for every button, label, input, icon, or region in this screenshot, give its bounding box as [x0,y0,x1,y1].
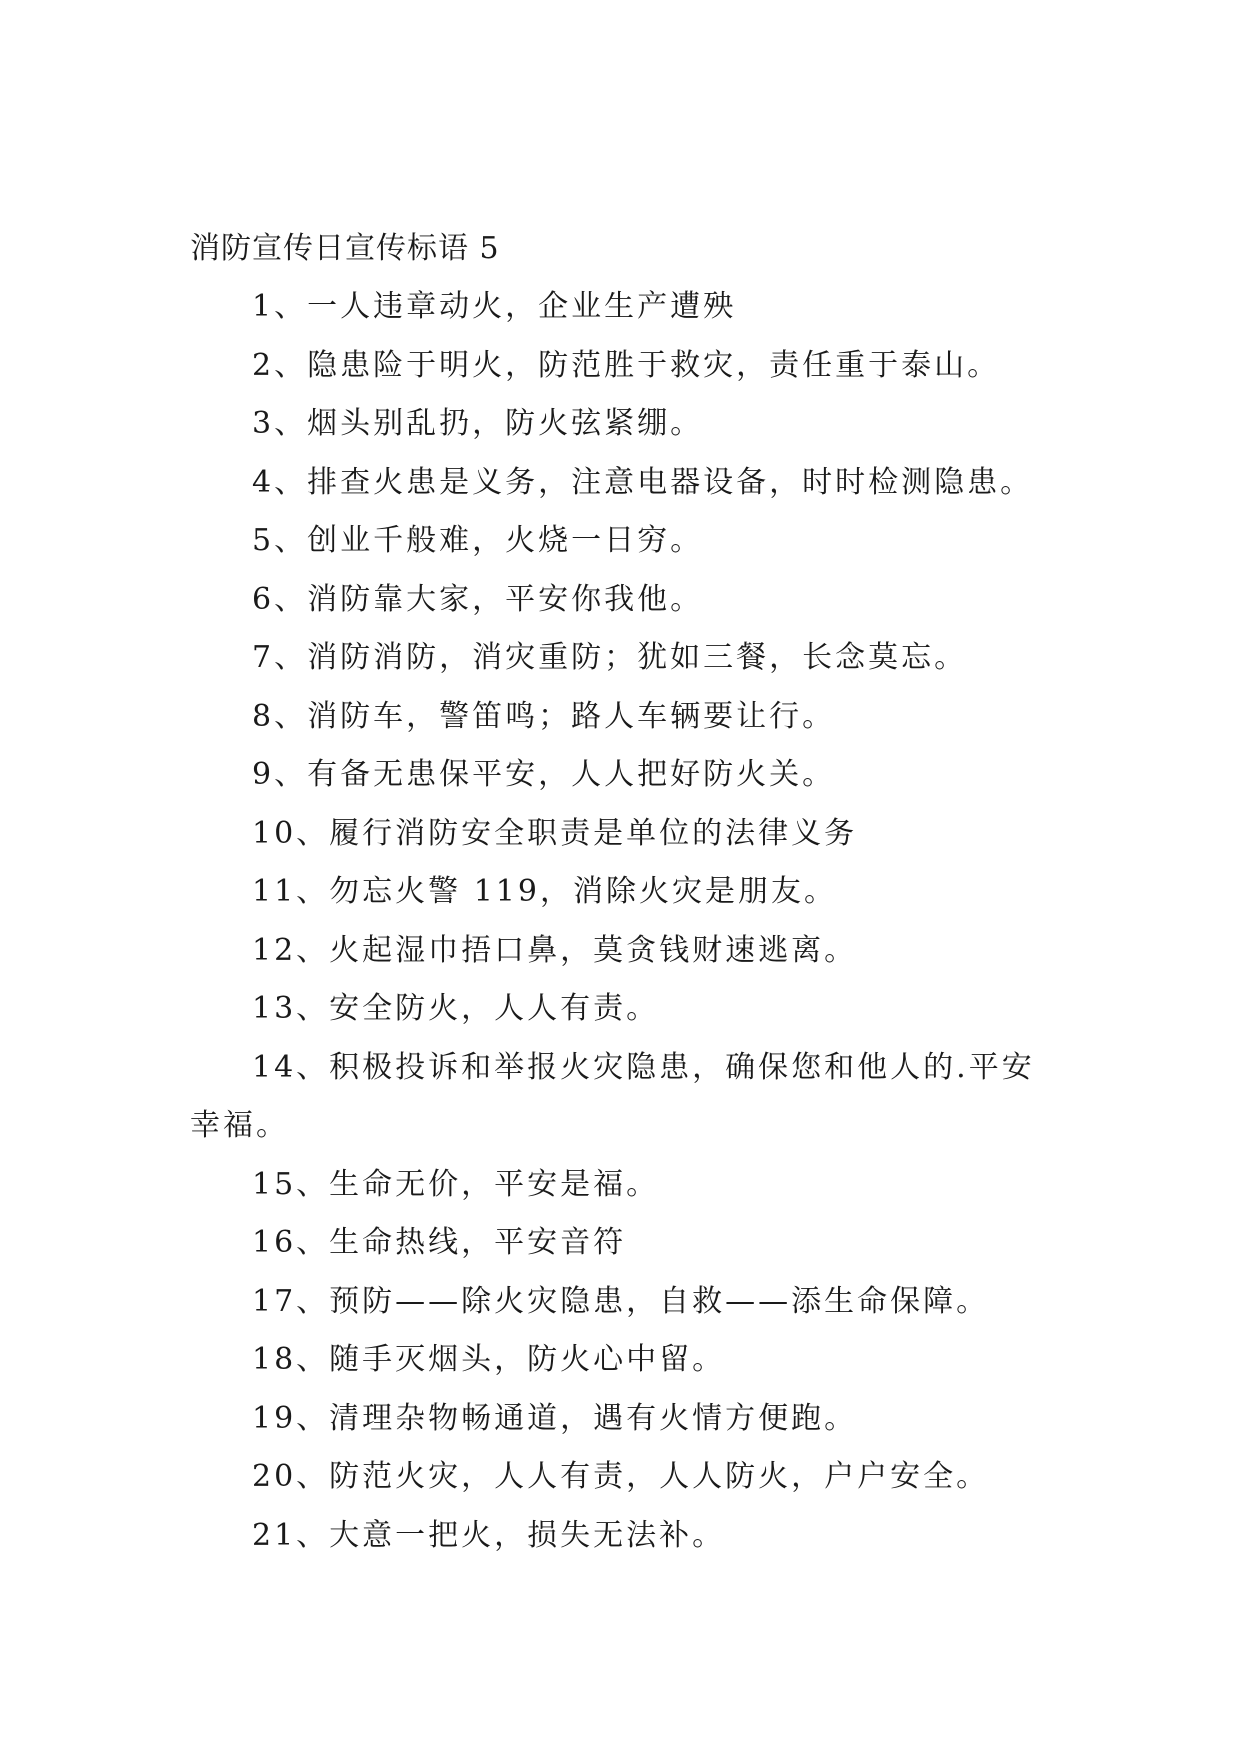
document-title: 消防宣传日宣传标语 5 [190,231,500,266]
slogan-item: 21、大意一把火，损失无法补。 [252,1517,726,1553]
slogan-item: 12、火起湿巾捂口鼻，莫贪钱财速逃离。 [252,932,858,968]
slogan-item: 4、排查火患是义务，注意电器设备，时时检测隐患。 [252,464,1034,500]
slogan-item: 5、创业千般难，火烧一日穷。 [252,523,704,558]
slogan-item: 10、履行消防安全职责是单位的法律义务 [252,815,858,851]
slogan-item: 11、勿忘火警 119，消除火灾是朋友。 [252,874,837,909]
slogan-item: 13、安全防火，人人有责。 [252,991,660,1026]
slogan-item: 16、生命热线，平安音符 [252,1225,627,1260]
slogan-item: 14、积极投诉和举报火灾隐患，确保您和他人的.平安幸福。 [190,1049,1035,1143]
slogan-item: 1、一人违章动火，企业生产遭殃 [252,289,737,324]
slogan-item: 15、生命无价，平安是福。 [252,1166,660,1202]
slogan-item: 8、消防车，警笛鸣；路人车辆要让行。 [252,698,836,734]
slogan-list [190,278,1050,1565]
slogan-item: 17、预防——除火灾隐患，自救——添生命保障。 [252,1283,990,1319]
slogan-item: 18、随手灭烟头，防火心中留。 [252,1342,726,1377]
document-content [190,220,1050,1565]
slogan-item: 3、烟头别乱扔，防火弦紧绷。 [252,406,704,441]
slogan-item: 2、隐患险于明火，防范胜于救灾，责任重于泰山。 [252,347,1001,383]
slogan-item: 19、清理杂物畅通道，遇有火情方便跑。 [252,1400,858,1436]
slogan-item: 6、消防靠大家，平安你我他。 [252,581,704,617]
slogan-item: 7、消防消防，消灾重防；犹如三餐，长念莫忘。 [252,640,968,675]
slogan-item: 20、防范火灾，人人有责，人人防火，户户安全。 [252,1459,990,1494]
slogan-item: 9、有备无患保平安，人人把好防火关。 [252,757,836,792]
